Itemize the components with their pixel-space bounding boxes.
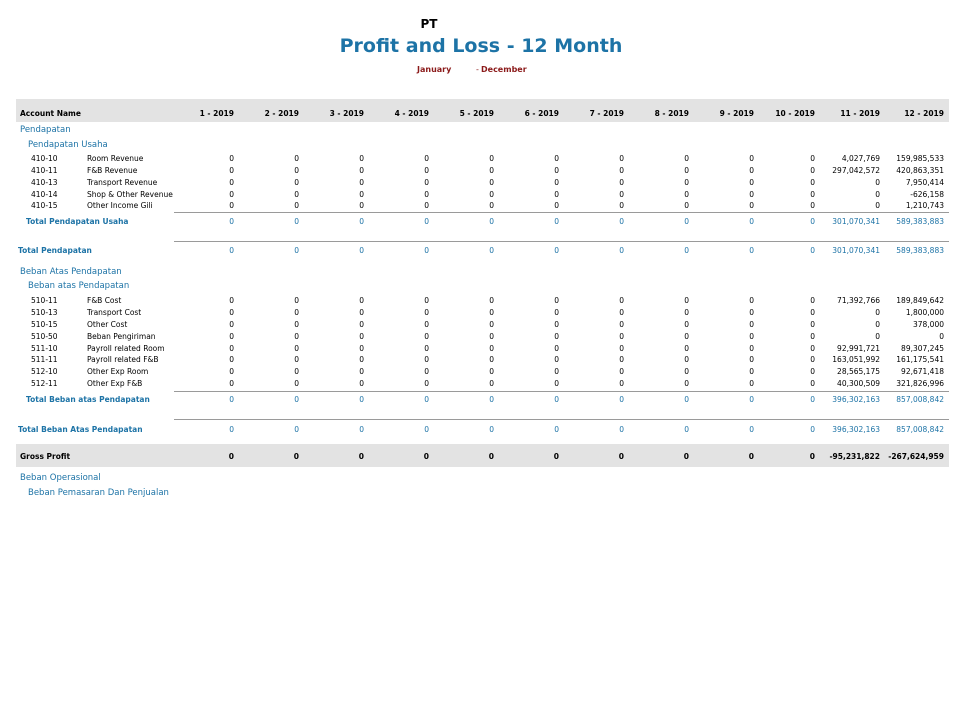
amount-cell: 0 <box>424 201 429 210</box>
amount-cell: 28,565,175 <box>837 367 880 376</box>
amount-cell: 420,863,351 <box>896 166 944 175</box>
total-pendapatan-label: Total Pendapatan <box>18 246 92 255</box>
amount-cell: 0 <box>810 379 815 388</box>
amount-cell: 0 <box>424 344 429 353</box>
total-amount-cell: 0 <box>619 246 624 255</box>
account-name: Beban Pengiriman <box>87 332 156 341</box>
amount-cell: 0 <box>554 190 559 199</box>
amount-cell: 0 <box>229 355 234 364</box>
amount-cell: 0 <box>749 379 754 388</box>
amount-cell: 7,950,414 <box>905 178 944 187</box>
total-amount-cell: 857,008,842 <box>896 425 944 434</box>
column-header-month: 2 - 2019 <box>264 109 299 118</box>
report-title: Profit and Loss - 12 Month <box>339 35 623 57</box>
period-to: December <box>481 65 527 74</box>
amount-cell: 0 <box>619 379 624 388</box>
amount-cell: 0 <box>554 332 559 341</box>
amount-cell: 0 <box>229 154 234 163</box>
column-header-month: 11 - 2019 <box>840 109 880 118</box>
total-amount-cell: 0 <box>489 425 494 434</box>
amount-cell: 0 <box>359 178 364 187</box>
account-code: 510-11 <box>31 296 58 305</box>
amount-cell: 0 <box>359 355 364 364</box>
total-amount-cell: 0 <box>294 425 299 434</box>
total-beban-atas-label: Total Beban Atas Pendapatan <box>18 425 143 434</box>
amount-cell: 0 <box>619 166 624 175</box>
amount-cell: 0 <box>424 154 429 163</box>
column-header-month: 8 - 2019 <box>654 109 689 118</box>
amount-cell: 0 <box>749 296 754 305</box>
amount-cell: 0 <box>554 201 559 210</box>
amount-cell: 0 <box>810 190 815 199</box>
amount-cell: 0 <box>810 166 815 175</box>
total-amount-cell: 0 <box>359 395 364 404</box>
amount-cell: 0 <box>554 367 559 376</box>
amount-cell: 161,175,541 <box>896 355 944 364</box>
amount-cell: 0 <box>294 355 299 364</box>
amount-cell: 159,985,533 <box>896 154 944 163</box>
amount-cell: 0 <box>554 178 559 187</box>
amount-cell: 0 <box>229 296 234 305</box>
gross-profit-amount-cell: 0 <box>748 452 754 461</box>
amount-cell: 0 <box>684 379 689 388</box>
column-header-month: 10 - 2019 <box>775 109 815 118</box>
amount-cell: 0 <box>749 201 754 210</box>
account-code: 510-50 <box>31 332 58 341</box>
account-code: 410-14 <box>31 190 58 199</box>
column-header-month: 6 - 2019 <box>524 109 559 118</box>
total-amount-cell: 0 <box>554 395 559 404</box>
gross-profit-amount-cell: 0 <box>553 452 559 461</box>
amount-cell: 0 <box>359 367 364 376</box>
amount-cell: 0 <box>554 344 559 353</box>
account-code: 511-10 <box>31 344 58 353</box>
total-rule <box>174 419 949 420</box>
total-amount-cell: 0 <box>749 217 754 226</box>
amount-cell: 0 <box>684 190 689 199</box>
amount-cell: 378,000 <box>912 320 944 329</box>
total-amount-cell: 0 <box>489 246 494 255</box>
total-amount-cell: 0 <box>749 395 754 404</box>
total-amount-cell: 857,008,842 <box>896 395 944 404</box>
amount-cell: 0 <box>294 320 299 329</box>
column-header-account: Account Name <box>20 109 81 118</box>
account-name: Other Exp Room <box>87 367 149 376</box>
amount-cell: 0 <box>229 166 234 175</box>
account-name: Other Cost <box>87 320 128 329</box>
company-name: PT <box>420 17 438 31</box>
amount-cell: 0 <box>359 201 364 210</box>
amount-cell: 0 <box>489 201 494 210</box>
amount-cell: 0 <box>749 320 754 329</box>
account-name: F&B Revenue <box>87 166 138 175</box>
amount-cell: 0 <box>749 308 754 317</box>
account-name: Other Exp F&B <box>87 379 143 388</box>
column-header-month: 9 - 2019 <box>719 109 754 118</box>
amount-cell: 0 <box>684 355 689 364</box>
amount-cell: 0 <box>749 190 754 199</box>
amount-cell: 0 <box>619 190 624 199</box>
column-header-month: 12 - 2019 <box>904 109 944 118</box>
amount-cell: 0 <box>749 355 754 364</box>
total-amount-cell: 396,302,163 <box>832 395 880 404</box>
total-amount-cell: 0 <box>554 217 559 226</box>
amount-cell: 0 <box>810 367 815 376</box>
amount-cell: 0 <box>359 379 364 388</box>
column-header-month: 5 - 2019 <box>459 109 494 118</box>
gross-profit-amount-cell: 0 <box>228 452 234 461</box>
amount-cell: 0 <box>619 320 624 329</box>
total-amount-cell: 0 <box>294 395 299 404</box>
amount-cell: 0 <box>489 379 494 388</box>
amount-cell: 0 <box>810 154 815 163</box>
total-amount-cell: 396,302,163 <box>832 425 880 434</box>
section-pendapatan: Pendapatan <box>20 125 71 135</box>
total-amount-cell: 0 <box>489 395 494 404</box>
account-name: Payroll related F&B <box>87 355 159 364</box>
amount-cell: 0 <box>359 344 364 353</box>
account-name: Transport Revenue <box>87 178 158 187</box>
amount-cell: 92,991,721 <box>837 344 880 353</box>
amount-cell: 0 <box>810 296 815 305</box>
account-name: Payroll related Room <box>87 344 165 353</box>
total-amount-cell: 0 <box>810 395 815 404</box>
account-code: 410-15 <box>31 201 58 210</box>
amount-cell: 0 <box>229 344 234 353</box>
total-amount-cell: 0 <box>619 217 624 226</box>
amount-cell: 0 <box>489 296 494 305</box>
amount-cell: 321,826,996 <box>896 379 944 388</box>
total-amount-cell: 0 <box>294 217 299 226</box>
amount-cell: 0 <box>424 166 429 175</box>
amount-cell: 0 <box>359 320 364 329</box>
account-name: Room Revenue <box>87 154 144 163</box>
amount-cell: 0 <box>359 296 364 305</box>
column-header-month: 4 - 2019 <box>394 109 429 118</box>
amount-cell: 0 <box>489 178 494 187</box>
amount-cell: 0 <box>810 332 815 341</box>
amount-cell: 0 <box>489 166 494 175</box>
amount-cell: 71,392,766 <box>837 296 880 305</box>
amount-cell: -626,158 <box>910 190 944 199</box>
section-beban-atas-pendapatan: Beban Atas Pendapatan <box>20 267 122 277</box>
amount-cell: 0 <box>359 190 364 199</box>
amount-cell: 0 <box>684 166 689 175</box>
account-code: 512-11 <box>31 379 58 388</box>
total-pendapatan-usaha-label: Total Pendapatan Usaha <box>26 217 129 226</box>
amount-cell: 0 <box>619 344 624 353</box>
amount-cell: 0 <box>294 308 299 317</box>
total-amount-cell: 301,070,341 <box>832 217 880 226</box>
amount-cell: 0 <box>229 367 234 376</box>
amount-cell: 0 <box>489 355 494 364</box>
amount-cell: 0 <box>489 308 494 317</box>
amount-cell: 0 <box>619 154 624 163</box>
amount-cell: 0 <box>875 201 880 210</box>
total-amount-cell: 0 <box>810 425 815 434</box>
amount-cell: 0 <box>424 332 429 341</box>
amount-cell: 0 <box>294 154 299 163</box>
amount-cell: 0 <box>424 367 429 376</box>
total-amount-cell: 0 <box>684 217 689 226</box>
account-code: 410-11 <box>31 166 58 175</box>
amount-cell: 0 <box>749 332 754 341</box>
amount-cell: 0 <box>749 367 754 376</box>
amount-cell: 0 <box>424 296 429 305</box>
amount-cell: 0 <box>359 332 364 341</box>
amount-cell: 0 <box>684 367 689 376</box>
amount-cell: 0 <box>810 178 815 187</box>
amount-cell: 0 <box>229 201 234 210</box>
gross-profit-amount-cell: 0 <box>423 452 429 461</box>
gross-profit-amount-cell: 0 <box>358 452 364 461</box>
amount-cell: 0 <box>939 332 944 341</box>
amount-cell: 0 <box>489 332 494 341</box>
total-amount-cell: 0 <box>229 246 234 255</box>
gross-profit-amount-cell: -95,231,822 <box>829 452 880 461</box>
account-code: 511-11 <box>31 355 58 364</box>
account-code: 410-13 <box>31 178 58 187</box>
total-amount-cell: 0 <box>554 246 559 255</box>
amount-cell: 0 <box>229 320 234 329</box>
amount-cell: 1,800,000 <box>905 308 944 317</box>
amount-cell: 0 <box>875 332 880 341</box>
total-amount-cell: 589,383,883 <box>896 246 944 255</box>
period-separator: - <box>476 65 479 74</box>
amount-cell: 0 <box>810 320 815 329</box>
amount-cell: 0 <box>229 332 234 341</box>
amount-cell: 0 <box>875 178 880 187</box>
amount-cell: 92,671,418 <box>901 367 944 376</box>
gross-profit-amount-cell: 0 <box>488 452 494 461</box>
gross-profit-amount-cell: 0 <box>809 452 815 461</box>
amount-cell: 89,307,245 <box>901 344 944 353</box>
amount-cell: 1,210,743 <box>905 201 944 210</box>
amount-cell: 0 <box>294 178 299 187</box>
amount-cell: 0 <box>294 344 299 353</box>
amount-cell: 0 <box>294 166 299 175</box>
gross-profit-amount-cell: 0 <box>293 452 299 461</box>
amount-cell: 0 <box>684 344 689 353</box>
total-amount-cell: 0 <box>619 425 624 434</box>
amount-cell: 0 <box>554 320 559 329</box>
amount-cell: 0 <box>294 296 299 305</box>
amount-cell: 189,849,642 <box>896 296 944 305</box>
subsection-beban-pemasaran: Beban Pemasaran Dan Penjualan <box>28 488 169 498</box>
account-code: 410-10 <box>31 154 58 163</box>
amount-cell: 0 <box>489 367 494 376</box>
amount-cell: 0 <box>684 178 689 187</box>
account-name: Shop & Other Revenue <box>87 190 173 199</box>
section-beban-operasional: Beban Operasional <box>20 473 101 483</box>
amount-cell: 0 <box>554 296 559 305</box>
amount-cell: 0 <box>749 178 754 187</box>
column-header-month: 3 - 2019 <box>329 109 364 118</box>
total-amount-cell: 0 <box>684 246 689 255</box>
total-amount-cell: 0 <box>684 425 689 434</box>
amount-cell: 0 <box>875 308 880 317</box>
subtotal-rule <box>174 212 949 213</box>
total-beban-atas-sub-label: Total Beban atas Pendapatan <box>26 395 150 404</box>
gross-profit-amount-cell: 0 <box>683 452 689 461</box>
account-code: 510-13 <box>31 308 58 317</box>
amount-cell: 0 <box>554 355 559 364</box>
total-amount-cell: 0 <box>749 425 754 434</box>
amount-cell: 0 <box>810 344 815 353</box>
subsection-pendapatan-usaha: Pendapatan Usaha <box>28 140 108 150</box>
total-amount-cell: 0 <box>229 425 234 434</box>
amount-cell: 0 <box>424 308 429 317</box>
amount-cell: 0 <box>424 379 429 388</box>
column-header-month: 1 - 2019 <box>199 109 234 118</box>
total-amount-cell: 0 <box>810 217 815 226</box>
amount-cell: 0 <box>229 379 234 388</box>
amount-cell: 0 <box>554 308 559 317</box>
amount-cell: 0 <box>684 154 689 163</box>
gross-profit-amount-cell: 0 <box>618 452 624 461</box>
account-code: 510-15 <box>31 320 58 329</box>
amount-cell: 0 <box>875 320 880 329</box>
period-from: January <box>417 65 452 74</box>
total-amount-cell: 301,070,341 <box>832 246 880 255</box>
total-amount-cell: 0 <box>359 217 364 226</box>
amount-cell: 0 <box>294 379 299 388</box>
amount-cell: 0 <box>489 190 494 199</box>
amount-cell: 0 <box>875 190 880 199</box>
amount-cell: 0 <box>294 190 299 199</box>
amount-cell: 0 <box>294 332 299 341</box>
amount-cell: 0 <box>684 332 689 341</box>
total-rule <box>174 241 949 242</box>
amount-cell: 0 <box>554 154 559 163</box>
amount-cell: 0 <box>424 190 429 199</box>
total-amount-cell: 0 <box>424 246 429 255</box>
account-name: Transport Cost <box>87 308 142 317</box>
amount-cell: 40,300,509 <box>837 379 880 388</box>
gross-profit-label: Gross Profit <box>20 452 71 461</box>
amount-cell: 0 <box>294 201 299 210</box>
amount-cell: 0 <box>684 296 689 305</box>
amount-cell: 0 <box>294 367 299 376</box>
amount-cell: 0 <box>229 190 234 199</box>
total-amount-cell: 0 <box>294 246 299 255</box>
amount-cell: 0 <box>684 320 689 329</box>
total-amount-cell: 589,383,883 <box>896 217 944 226</box>
amount-cell: 0 <box>684 201 689 210</box>
amount-cell: 0 <box>229 308 234 317</box>
amount-cell: 0 <box>810 355 815 364</box>
amount-cell: 0 <box>749 154 754 163</box>
subsection-beban-atas-pendapatan: Beban atas Pendapatan <box>28 281 130 291</box>
amount-cell: 0 <box>619 178 624 187</box>
account-name: Other Income Gili <box>87 201 153 210</box>
amount-cell: 0 <box>554 379 559 388</box>
column-header-month: 7 - 2019 <box>589 109 624 118</box>
amount-cell: 0 <box>810 201 815 210</box>
amount-cell: 0 <box>359 166 364 175</box>
total-amount-cell: 0 <box>229 217 234 226</box>
amount-cell: 0 <box>810 308 815 317</box>
amount-cell: 0 <box>424 178 429 187</box>
amount-cell: 0 <box>424 355 429 364</box>
subtotal-rule <box>174 391 949 392</box>
total-amount-cell: 0 <box>359 425 364 434</box>
total-amount-cell: 0 <box>749 246 754 255</box>
amount-cell: 0 <box>619 355 624 364</box>
account-name: F&B Cost <box>87 296 122 305</box>
account-code: 512-10 <box>31 367 58 376</box>
amount-cell: 0 <box>229 178 234 187</box>
amount-cell: 0 <box>749 344 754 353</box>
amount-cell: 0 <box>619 296 624 305</box>
total-amount-cell: 0 <box>424 425 429 434</box>
amount-cell: 0 <box>684 308 689 317</box>
amount-cell: 0 <box>619 201 624 210</box>
amount-cell: 0 <box>619 332 624 341</box>
total-amount-cell: 0 <box>229 395 234 404</box>
amount-cell: 0 <box>359 154 364 163</box>
amount-cell: 0 <box>554 166 559 175</box>
gross-profit-amount-cell: -267,624,959 <box>888 452 944 461</box>
total-amount-cell: 0 <box>554 425 559 434</box>
total-amount-cell: 0 <box>619 395 624 404</box>
total-amount-cell: 0 <box>684 395 689 404</box>
amount-cell: 0 <box>424 320 429 329</box>
total-amount-cell: 0 <box>810 246 815 255</box>
amount-cell: 0 <box>489 154 494 163</box>
total-amount-cell: 0 <box>489 217 494 226</box>
total-amount-cell: 0 <box>424 395 429 404</box>
amount-cell: 0 <box>489 344 494 353</box>
total-amount-cell: 0 <box>424 217 429 226</box>
amount-cell: 0 <box>619 367 624 376</box>
amount-cell: 163,051,992 <box>832 355 880 364</box>
amount-cell: 4,027,769 <box>841 154 880 163</box>
amount-cell: 297,042,572 <box>832 166 880 175</box>
amount-cell: 0 <box>749 166 754 175</box>
amount-cell: 0 <box>489 320 494 329</box>
amount-cell: 0 <box>359 308 364 317</box>
total-amount-cell: 0 <box>359 246 364 255</box>
amount-cell: 0 <box>619 308 624 317</box>
